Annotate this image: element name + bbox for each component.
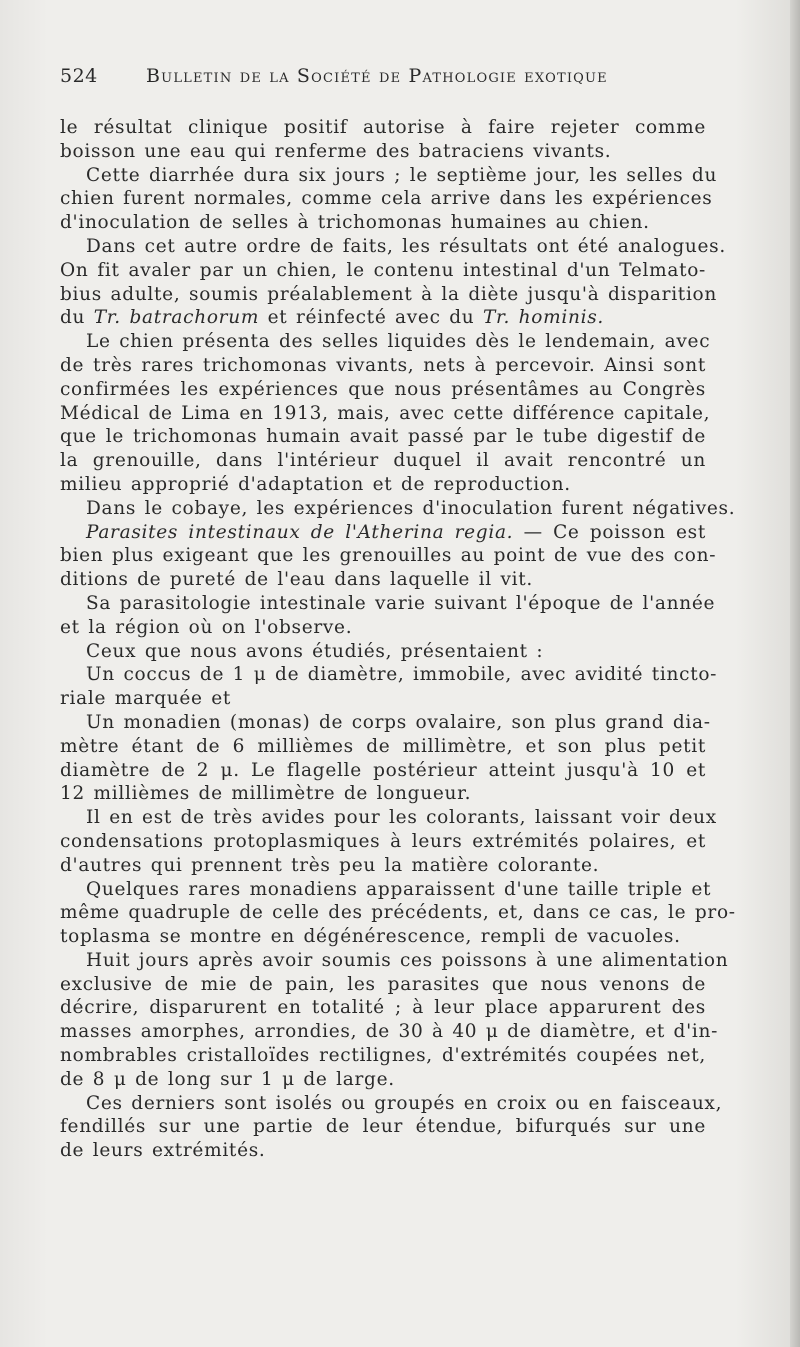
text-line: mètre étant de 6 millièmes de millimètre, et son plus petit (60, 735, 706, 757)
text-line: Un coccus de 1 μ de diamètre, immobile, avec avidité tincto- (86, 664, 718, 686)
text-run: et réinfecté avec du (259, 307, 483, 329)
running-title: Bulletin de la Société de Pathologie exotique (146, 65, 608, 87)
text-line: bius adulte, soumis préalablement à la diète jusqu'à disparition (60, 283, 718, 305)
italic-text: Tr. batrachorum (93, 307, 260, 329)
text-line: boisson une eau qui renferme des batraciens vivants. (60, 140, 612, 162)
text-line: toplasma se montre en dégénérescence, rempli de vacuoles. (60, 926, 681, 948)
text-line: condensations protoplasmiques à leurs extrémités polaires, et (60, 830, 706, 852)
text-line: exclusive de mie de pain, les parasites que nous venons de (60, 973, 706, 995)
text-line: décrire, disparurent en totalité ; à leur place apparurent des (60, 997, 706, 1019)
text-line: confirmées les expériences que nous présentâmes au Congrès (60, 378, 706, 400)
text-line: Cette diarrhée dura six jours ; le septième jour, les selles du (86, 164, 718, 186)
text-line: Huit jours après avoir soumis ces poissons à une alimentation (86, 949, 729, 971)
text-line: Sa parasitologie intestinale varie suivant l'époque de l'année (86, 592, 716, 614)
page-number: 524 (60, 65, 98, 87)
text-run: du (60, 307, 94, 329)
text-run: — Ce poisson est (513, 521, 706, 543)
text-line (60, 521, 706, 545)
text-line: milieu approprié d'adaptation et de reproduction. (60, 473, 571, 495)
text-line: 12 millièmes de millimètre de longueur. (60, 783, 472, 805)
text-line: de 8 μ de long sur 1 μ de large. (60, 1068, 395, 1090)
italic-text: Parasites intestinaux de l'Atherina regia. (86, 521, 514, 543)
text-line: même quadruple de celle des précédents, et, dans ce cas, le pro- (60, 902, 736, 924)
text-line: d'inoculation de selles à trichomonas humaines au chien. (60, 212, 650, 234)
text-line: Il en est de très avides pour les colorants, laissant voir deux (86, 807, 717, 829)
text-line: que le trichomonas humain avait passé par le tube digestif de (60, 426, 706, 448)
text-line: le résultat clinique positif autorise à faire rejeter comme (60, 117, 706, 138)
text-line: Dans cet autre ordre de faits, les résultats ont été analogues. (86, 235, 726, 257)
text-line: Dans le cobaye, les expériences d'inoculation furent négatives. (86, 497, 736, 519)
text-line: riale marquée et (60, 688, 232, 710)
body-text (60, 116, 736, 1163)
text-line: nombrables cristalloïdes rectilignes, d'extrémités coupées net, (60, 1045, 706, 1067)
text-line: Médical de Lima en 1913, mais, avec cette différence capitale, (60, 402, 711, 424)
page-edge (790, 0, 800, 1347)
text-line: d'autres qui prennent très peu la matière colorante. (60, 854, 600, 876)
text-line: Un monadien (monas) de corps ovalaire, son plus grand dia- (86, 711, 711, 733)
text-line: Quelques rares monadiens apparaissent d'une taille triple et (86, 878, 712, 900)
text-line: Ceux que nous avons étudiés, présentaient : (86, 640, 544, 662)
text-line: bien plus exigeant que les grenouilles au point de vue des con- (60, 545, 717, 567)
page-header (60, 65, 700, 93)
text-line: de très rares trichomonas vivants, nets à percevoir. Ainsi sont (60, 354, 706, 376)
text-line: ditions de pureté de l'eau dans laquelle il vit. (60, 569, 533, 591)
text-line: chien furent normales, comme cela arrive dans les expériences (60, 188, 713, 210)
text-line: la grenouille, dans l'intérieur duquel il avait rencontré un (60, 450, 706, 472)
text-line: et la région où on l'observe. (60, 616, 353, 638)
text-line: masses amorphes, arrondies, de 30 à 40 μ de diamètre, et d'in- (60, 1021, 719, 1043)
text-line (60, 306, 706, 330)
text-line: Ces derniers sont isolés ou groupés en croix ou en faisceaux, (86, 1092, 723, 1114)
text-line: de leurs extrémités. (60, 1140, 266, 1162)
text-line: Le chien présenta des selles liquides dès le lendemain, avec (86, 331, 711, 353)
text-line: On fit avaler par un chien, le contenu intestinal d'un Telmato- (60, 259, 706, 281)
italic-text: Tr. hominis. (482, 307, 604, 329)
text-line: diamètre de 2 μ. Le flagelle postérieur atteint jusqu'à 10 et (60, 759, 706, 781)
text-line: fendillés sur une partie de leur étendue, bifurqués sur une (60, 1116, 706, 1138)
